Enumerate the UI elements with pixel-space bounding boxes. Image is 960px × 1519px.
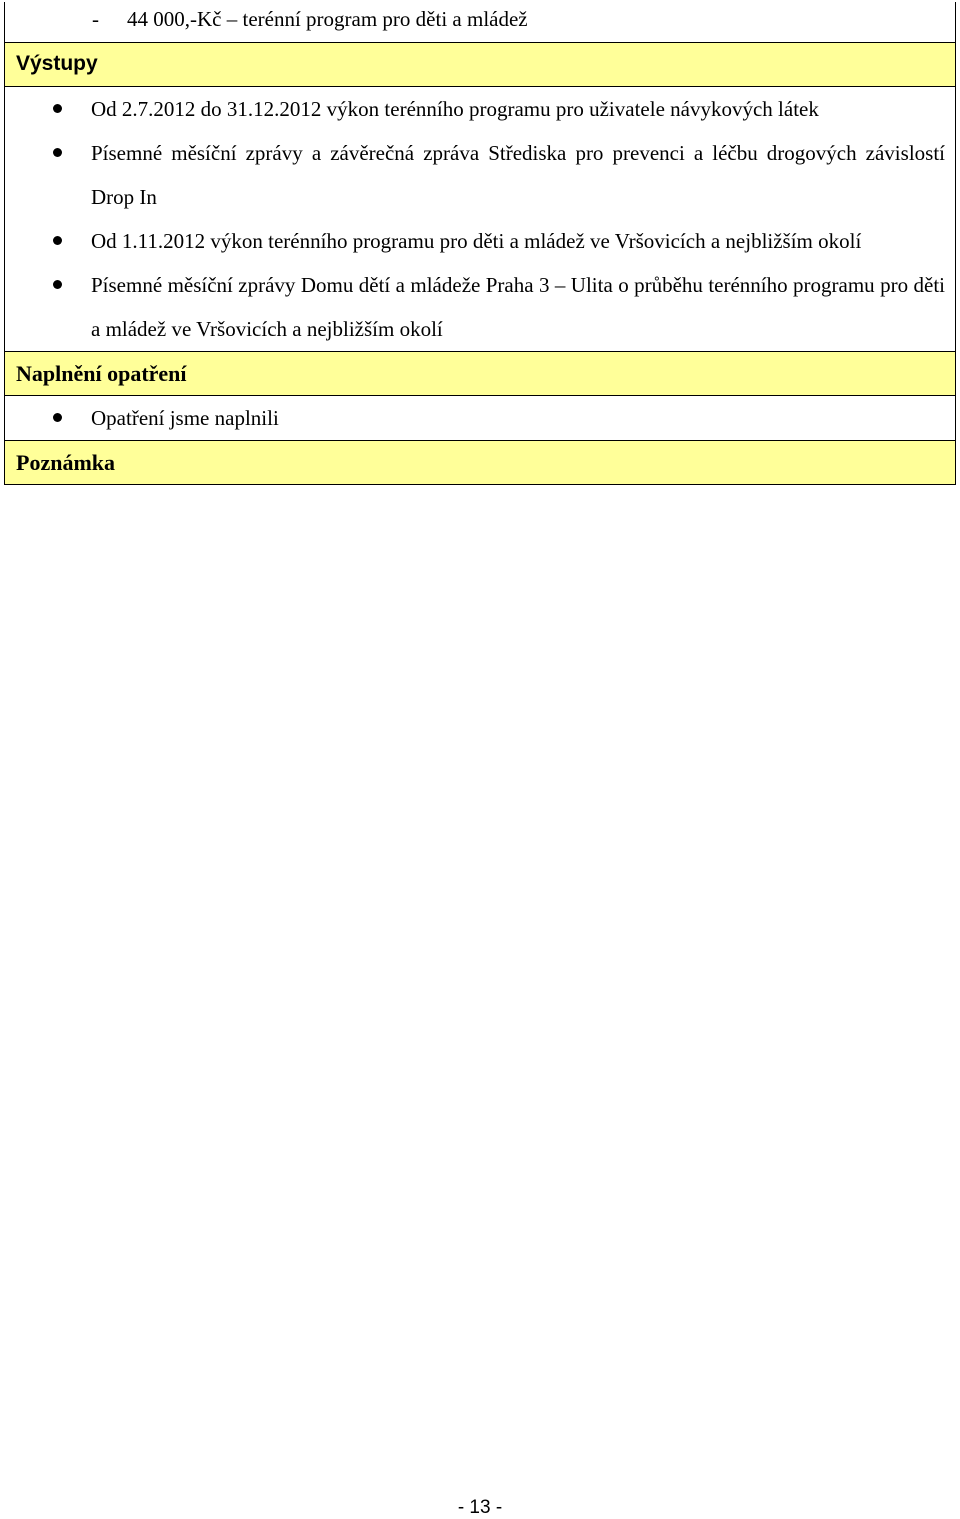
funding-text: 44 000,-Kč – terénní program pro děti a mládež [127, 7, 528, 31]
dash-marker: - [92, 7, 99, 31]
page-number: - 13 - [457, 1497, 503, 1518]
section-header-poznamka [5, 440, 955, 484]
bullet-icon [53, 236, 62, 245]
section-header-naplneni [5, 351, 955, 395]
naplneni-heading: Naplnění opatření [16, 361, 187, 386]
funding-line [5, 2, 955, 42]
vystupy-list [5, 87, 955, 351]
bullet-icon [53, 104, 62, 113]
list-item-text: Opatření jsme naplnili [91, 406, 279, 430]
bullet-icon [53, 280, 62, 289]
document-table [4, 2, 956, 485]
vystupy-heading: Výstupy [16, 52, 98, 75]
list-item-text: Od 1.11.2012 výkon terénního programu pro děti a mládež ve Vršovicích a nejbližším okolí [91, 229, 862, 253]
list-item [5, 87, 955, 131]
list-item [5, 131, 955, 219]
list-item [5, 396, 955, 440]
bullet-icon [53, 413, 62, 422]
section-header-vystupy [5, 42, 955, 86]
naplneni-list [5, 396, 955, 440]
naplneni-content [5, 395, 955, 440]
list-item [5, 263, 955, 351]
poznamka-heading: Poznámka [16, 450, 115, 475]
vystupy-content [5, 86, 955, 351]
bullet-icon [53, 148, 62, 157]
list-item-text: Od 2.7.2012 do 31.12.2012 výkon terénního programu pro uživatele návykových látek [91, 97, 819, 121]
list-item [5, 219, 955, 263]
list-item-text: Písemné měsíční zprávy a závěrečná zpráva Střediska pro prevenci a léčbu drogových závislostí Drop In [91, 141, 945, 209]
list-item-text: Písemné měsíční zprávy Domu dětí a mládeže Praha 3 – Ulita o průběhu terénního programu pro děti a mládež ve Vršovicích a nejbližším okolí [91, 273, 945, 341]
